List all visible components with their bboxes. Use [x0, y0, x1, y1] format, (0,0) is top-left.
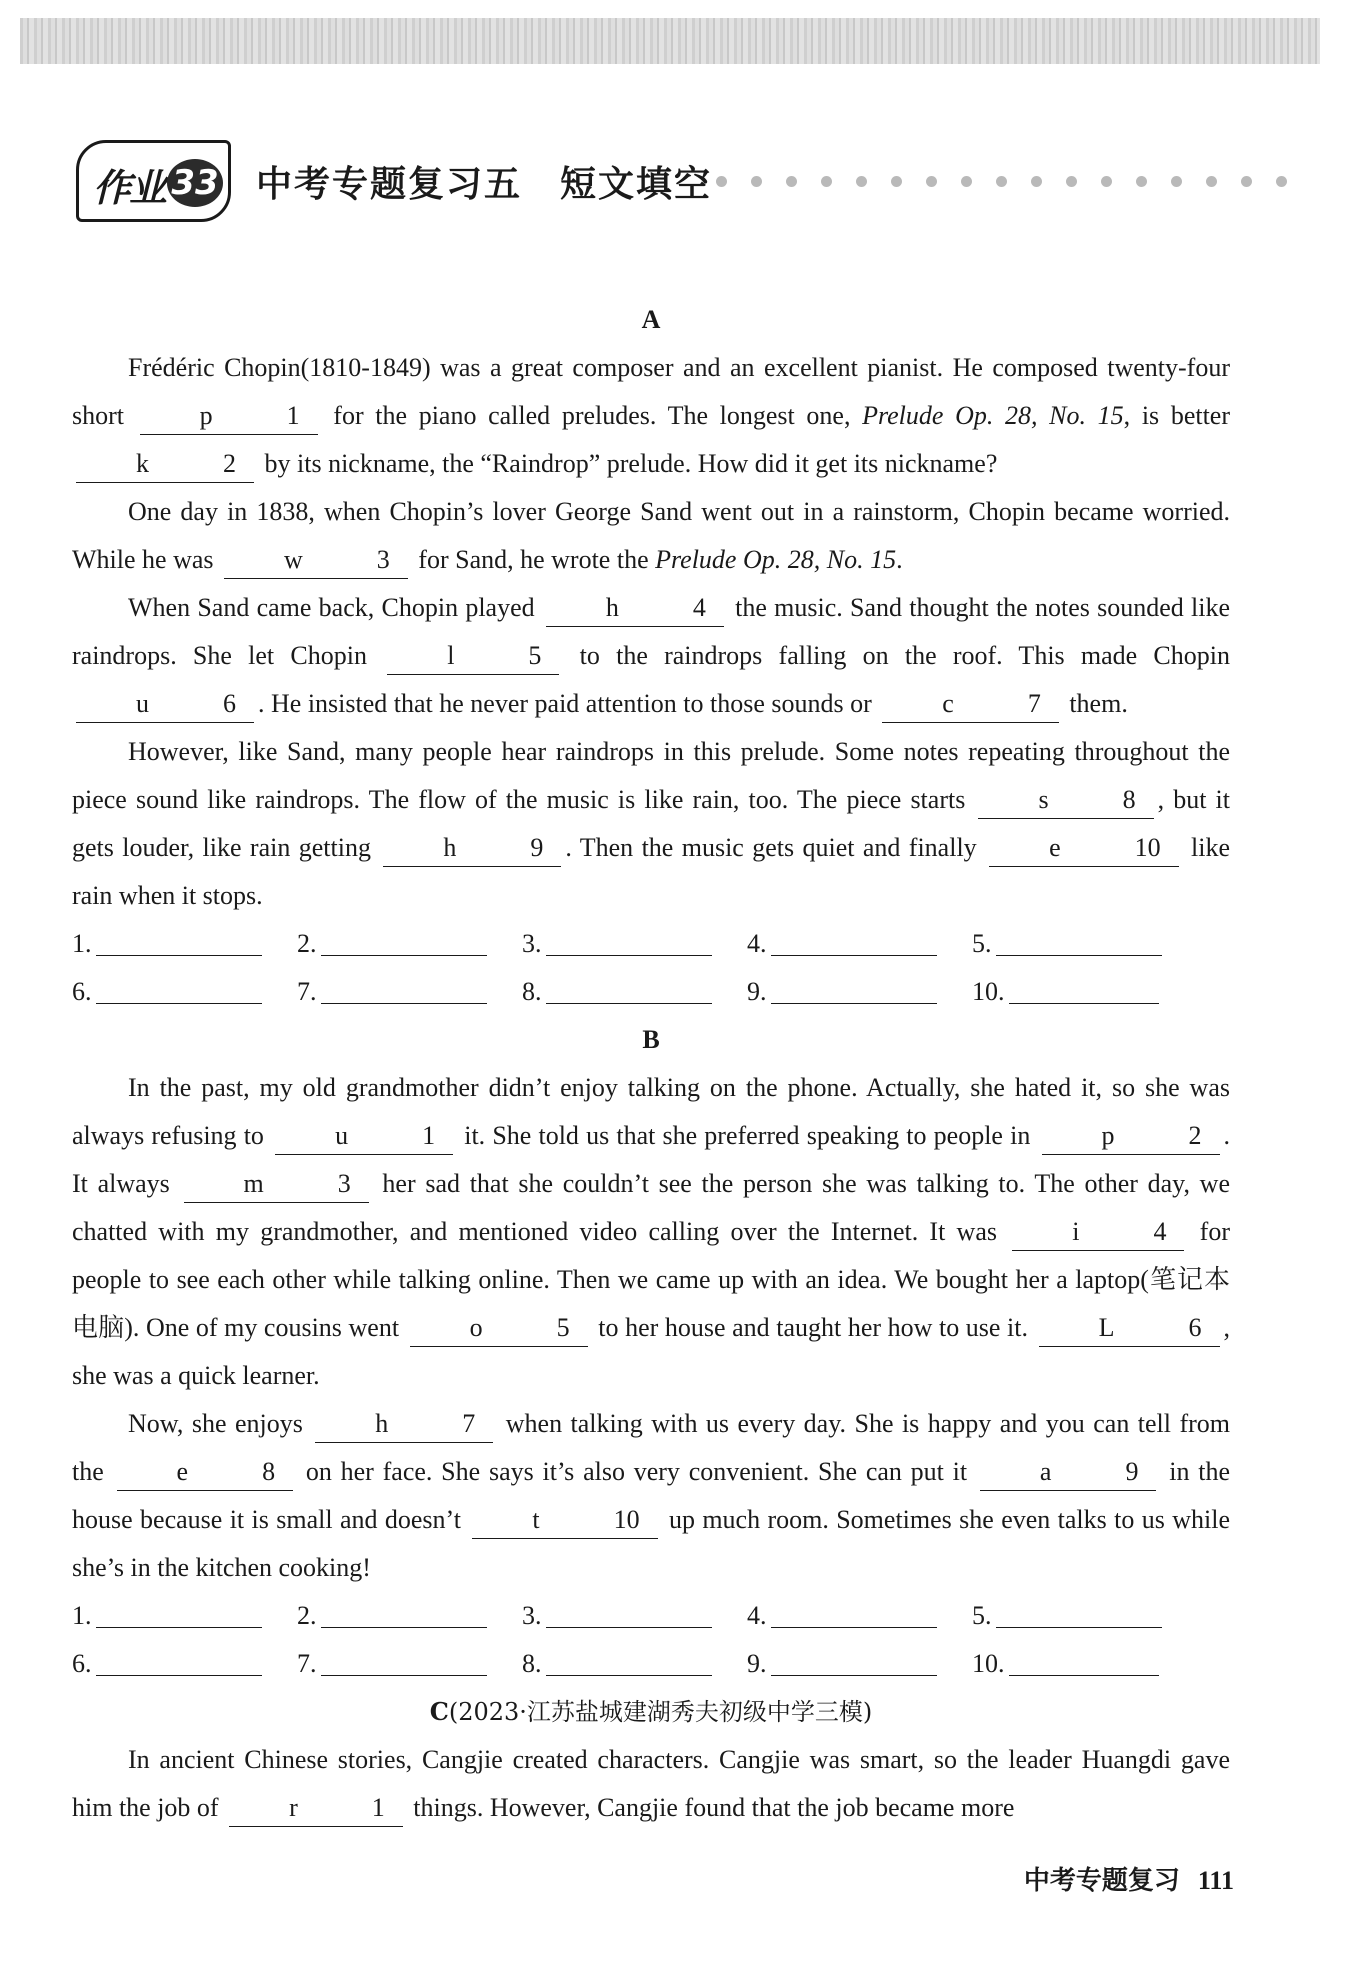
answer-field[interactable]: 1.: [72, 1592, 297, 1640]
blank-input[interactable]: r 1: [229, 1790, 403, 1827]
blank-input[interactable]: w 3: [224, 542, 408, 579]
blank-input[interactable]: a 9: [980, 1454, 1157, 1491]
answer-row: [72, 1640, 1230, 1688]
blank-input[interactable]: p 1: [140, 398, 318, 435]
answer-row: [72, 920, 1230, 968]
section-a-paragraph: When Sand came back, Chopin played h 4 the music. Sand thought the notes sounded like raindrops. She let Chopin l 5 to the raindrops falling on the roof. This made Chopin u 6 . He insisted that he never paid attention to those sounds or c 7 them.: [72, 584, 1230, 728]
answer-field[interactable]: 5.: [972, 1592, 1197, 1640]
badge-label: 作业: [93, 166, 166, 210]
answer-row: [72, 968, 1230, 1016]
page-title: 中考专题复习五 短文填空: [256, 164, 713, 205]
assignment-badge: [76, 140, 231, 222]
section-c-heading: C(2023·江苏盐城建湖秀夫初级中学三模): [429, 1697, 873, 1726]
blank-input[interactable]: c 7: [882, 686, 1059, 723]
answer-field[interactable]: 1.: [72, 920, 297, 968]
answer-field[interactable]: 4.: [747, 920, 972, 968]
answer-field[interactable]: 7.: [297, 968, 522, 1016]
section-a-heading: A: [641, 305, 661, 334]
answer-field[interactable]: 6.: [72, 1640, 297, 1688]
section-b-paragraph: Now, she enjoys h 7 when talking with us every day. She is happy and you can tell from the e 8 on her face. She says it’s also very convenient. She can put it a 9 in the house because it is small and doesn’t t 10 up much room. Sometimes she even talks to us while she’s in the kitchen cooking!: [72, 1400, 1230, 1592]
section-c-source: (2023·江苏盐城建湖秀夫初级中学三模): [448, 1698, 873, 1726]
answer-row: [72, 1592, 1230, 1640]
blank-input[interactable]: u 6: [76, 686, 254, 723]
blank-input[interactable]: h 4: [546, 590, 724, 627]
scan-top-strip: [20, 18, 1320, 64]
answer-field[interactable]: 10.: [972, 1640, 1197, 1688]
blank-input[interactable]: u 1: [275, 1118, 453, 1155]
answer-field[interactable]: 3.: [522, 1592, 747, 1640]
answer-field[interactable]: 5.: [972, 920, 1197, 968]
section-c-paragraph: In ancient Chinese stories, Cangjie created characters. Cangjie was smart, so the leader Huangdi gave him the job of r 1 things. However, Cangjie found that the job became more: [72, 1736, 1230, 1832]
footer-label: 中考专题复习: [1023, 1866, 1180, 1896]
answer-field[interactable]: 3.: [522, 920, 747, 968]
page-number: 111: [1197, 1866, 1234, 1895]
blank-input[interactable]: m 3: [184, 1166, 369, 1203]
answer-field[interactable]: 8.: [522, 1640, 747, 1688]
blank-input[interactable]: o 5: [410, 1310, 588, 1347]
blank-input[interactable]: s 8: [978, 782, 1153, 819]
section-a-paragraph: One day in 1838, when Chopin’s lover George Sand went out in a rainstorm, Chopin became worried. While he was w 3 for Sand, he wrote the Prelude Op. 28, No. 15.: [72, 488, 1230, 584]
answer-field[interactable]: 6.: [72, 968, 297, 1016]
blank-input[interactable]: p 2: [1042, 1118, 1220, 1155]
section-b-heading: B: [642, 1025, 660, 1054]
assignment-header: [76, 140, 1326, 226]
answer-field[interactable]: 9.: [747, 1640, 972, 1688]
answer-field[interactable]: 8.: [522, 968, 747, 1016]
answer-field[interactable]: 10.: [972, 968, 1197, 1016]
answer-field[interactable]: 2.: [297, 1592, 522, 1640]
badge-number: 33: [167, 159, 223, 207]
blank-input[interactable]: k 2: [76, 446, 254, 483]
blank-input[interactable]: h 9: [383, 830, 561, 867]
section-a-paragraph: Frédéric Chopin(1810-1849) was a great composer and an excellent pianist. He composed twenty-four short p 1 for the piano called preludes. The longest one, Prelude Op. 28, No. 15, is better k 2 by its nickname, the “Raindrop” prelude. How did it get its nickname?: [72, 344, 1230, 488]
blank-input[interactable]: e 10: [989, 830, 1179, 867]
blank-input[interactable]: t 10: [472, 1502, 657, 1539]
page-content: [72, 296, 1230, 1832]
page-footer: [1024, 1860, 1234, 1897]
blank-input[interactable]: l 5: [387, 638, 559, 675]
section-b-paragraph: In the past, my old grandmother didn’t enjoy talking on the phone. Actually, she hated it, so she was always refusing to u 1 it. She told us that she preferred speaking to people in p 2 . It always m 3 her sad that she couldn’t see the person she was talking to. The other day, we chatted with my grandmother, and mentioned video calling over the Internet. It was i 4 for people to see each other while talking online. Then we came up with an idea. We bought her a laptop(笔记本电脑). One of my cousins went o 5 to her house and taught her how to use it. L 6 , she was a quick learner.: [72, 1073, 1230, 1390]
answer-field[interactable]: 2.: [297, 920, 522, 968]
answer-field[interactable]: 4.: [747, 1592, 972, 1640]
blank-input[interactable]: L 6: [1039, 1310, 1220, 1347]
answer-field[interactable]: 9.: [747, 968, 972, 1016]
decorative-dots: [716, 174, 1316, 190]
section-a-paragraph: However, like Sand, many people hear raindrops in this prelude. Some notes repeating throughout the piece sound like raindrops. The flow of the music is like rain, too. The piece starts s 8 , but it gets louder, like rain getting h 9 . Then the music gets quiet and finally e 10 like rain when it stops.: [72, 737, 1231, 910]
answer-field[interactable]: 7.: [297, 1640, 522, 1688]
blank-input[interactable]: h 7: [315, 1406, 493, 1443]
blank-input[interactable]: i 4: [1012, 1214, 1184, 1251]
blank-input[interactable]: e 8: [117, 1454, 294, 1491]
